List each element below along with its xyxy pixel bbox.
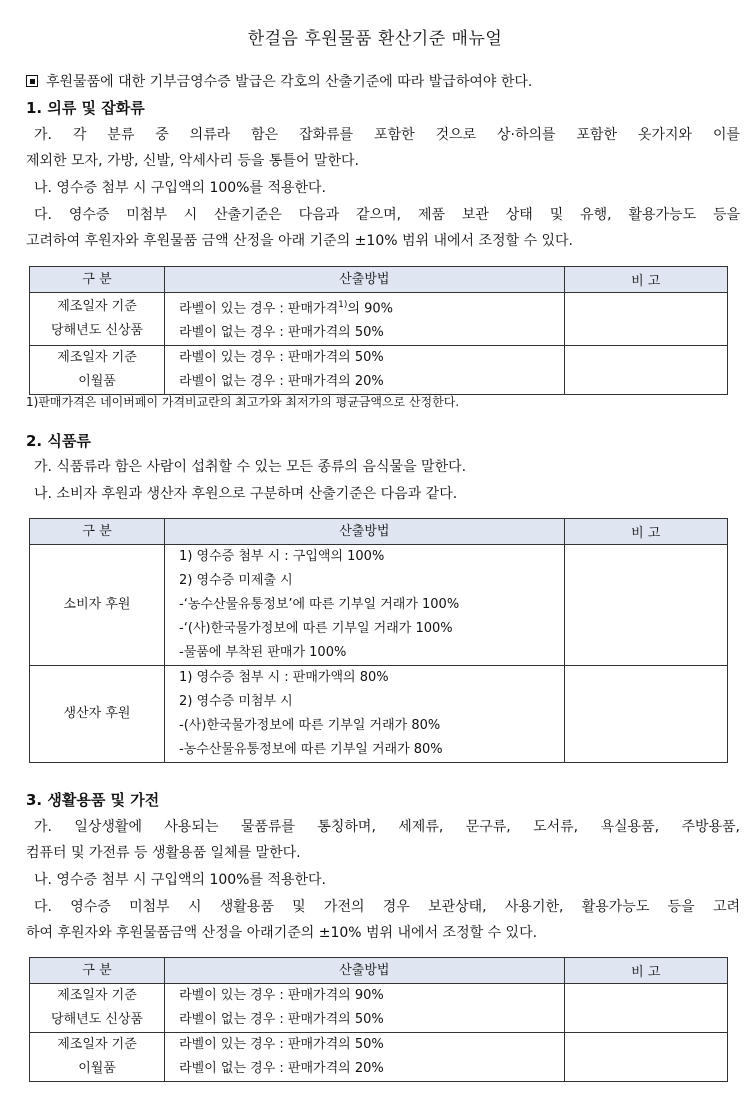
category-line: 당해년도 신상품 — [51, 1012, 144, 1027]
sec1-ga-line1: 가. 각 분류 중 의류라 함은 잡화류를 포함한 것으로 상·하의를 포함한 옷가지와 이를 — [34, 127, 740, 143]
sec2-ga: 가. 식품류라 함은 사람이 섭취할 수 있는 모든 종류의 음식물을 말한다. — [34, 459, 467, 475]
category-line: 제조일자 기준 — [57, 988, 137, 1003]
method-text: 라벨이 있는 경우 : 판매가격 — [179, 301, 339, 317]
method-line: 2) 영수증 미제출 시 — [179, 573, 293, 588]
sec1-ga-line2: 제외한 모자, 가방, 신발, 악세사리 등을 통틀어 말한다. — [26, 153, 359, 169]
table-row — [30, 1033, 728, 1082]
row-category — [30, 984, 165, 1033]
method-line: 라벨이 있는 경우 : 판매가격의 90% — [179, 988, 384, 1003]
section-1-heading: 1. 의류 및 잡화류 — [26, 99, 145, 117]
footnote: 1)판매가격은 네이버페이 가격비교란의 최고가와 최저가의 평균금액으로 산정한다. — [26, 395, 460, 409]
row-method — [165, 293, 564, 346]
category-line: 제조일자 기준 — [57, 1037, 137, 1052]
intro-line — [26, 73, 732, 91]
row-category: 소비자 후원 — [30, 545, 165, 666]
method-text: 의 90% — [347, 301, 393, 317]
sec2-table — [29, 518, 728, 763]
method-line: -(사)한국물가정보에 따른 기부일 거래가 80% — [179, 718, 441, 733]
row-category: 생산자 후원 — [30, 666, 165, 763]
sec1-da-line2: 고려하여 후원자와 후원물품 금액 산정을 아래 기준의 ±10% 범위 내에서 조정할 수 있다. — [26, 233, 573, 249]
header-remarks: 비 고 — [564, 519, 727, 545]
category-line: 이월품 — [78, 374, 116, 390]
row-remarks — [564, 666, 727, 763]
method-line: 2) 영수증 미첨부 시 — [179, 694, 293, 709]
row-remarks — [564, 346, 727, 395]
header-method: 산출방법 — [165, 958, 564, 984]
category-line: 당해년도 신상품 — [51, 323, 144, 339]
row-remarks — [564, 545, 727, 666]
method-line: 라벨이 없는 경우 : 판매가격의 20% — [179, 374, 384, 390]
method-line: 라벨이 없는 경우 : 판매가격의 20% — [179, 1061, 384, 1076]
square-bullet-icon — [26, 75, 38, 87]
header-method: 산출방법 — [165, 267, 564, 293]
row-category — [30, 1033, 165, 1082]
header-category: 구 분 — [30, 267, 165, 293]
row-category — [30, 346, 165, 395]
section-3-heading: 3. 생활용품 및 가전 — [26, 791, 160, 809]
sec3-da-line2: 하여 후원자와 후원물품금액 산정을 아래기준의 ±10% 범위 내에서 조정할 수 있다. — [26, 925, 538, 941]
sec3-table — [29, 957, 728, 1082]
table-header-row — [30, 267, 728, 293]
row-category — [30, 293, 165, 346]
method-line: -‘농수산물유통정보’에 따른 기부일 거래가 100% — [179, 597, 460, 612]
method-line: -물품에 부착된 판매가 100% — [179, 645, 347, 660]
sec3-ga-line2: 컴퓨터 및 가전류 등 생활용품 일체를 말한다. — [26, 845, 301, 861]
sec3-da-line1: 다. 영수증 미첨부 시 생활용품 및 가전의 경우 보관상태, 사용기한, 활용가능도 등을 고려 — [34, 899, 740, 915]
row-method — [165, 346, 564, 395]
category-line: 이월품 — [78, 1061, 116, 1076]
category-line: 제조일자 기준 — [57, 350, 137, 366]
table-row — [30, 666, 728, 763]
method-line: 라벨이 없는 경우 : 판매가격의 50% — [179, 325, 384, 341]
sec2-na: 나. 소비자 후원과 생산자 후원으로 구분하며 산출기준은 다음과 같다. — [34, 486, 458, 502]
category-line: 제조일자 기준 — [57, 299, 137, 315]
method-line: 1) 영수증 첨부 시 : 구입액의 100% — [179, 549, 385, 564]
method-line — [179, 293, 563, 321]
method-line: -농수산물유통정보에 따른 기부일 거래가 80% — [179, 742, 443, 757]
method-line: 라벨이 없는 경우 : 판매가격의 50% — [179, 1012, 384, 1027]
row-method — [165, 1033, 564, 1082]
header-remarks: 비 고 — [564, 958, 727, 984]
page-title: 한걸음 후원물품 환산기준 매뉴얼 — [247, 29, 503, 49]
row-remarks — [564, 293, 727, 346]
sec1-table — [29, 266, 728, 395]
table-row — [30, 545, 728, 666]
method-line: 라벨이 있는 경우 : 판매가격의 50% — [179, 350, 384, 366]
row-remarks — [564, 984, 727, 1033]
sec1-na: 나. 영수증 첨부 시 구입액의 100%를 적용한다. — [34, 180, 327, 196]
table-header-row — [30, 519, 728, 545]
table-row — [30, 984, 728, 1033]
row-remarks — [564, 1033, 727, 1082]
header-category: 구 분 — [30, 958, 165, 984]
sec3-ga-line1: 가. 일상생활에 사용되는 물품류를 통칭하며, 세제류, 문구류, 도서류, 욕실용품, 주방용품, — [34, 819, 740, 835]
table-row — [30, 293, 728, 346]
intro-text: 후원물품에 대한 기부금영수증 발급은 각호의 산출기준에 따라 발급하여야 한다. — [46, 74, 533, 90]
method-line: -‘(사)한국물가정보에 따른 기부일 거래가 100% — [179, 621, 453, 636]
table-row — [30, 346, 728, 395]
header-remarks: 비 고 — [564, 267, 727, 293]
row-method — [165, 666, 565, 763]
row-method — [165, 984, 564, 1033]
method-line: 1) 영수증 첨부 시 : 판매가액의 80% — [179, 670, 389, 685]
row-method — [165, 545, 565, 666]
sec3-na: 나. 영수증 첨부 시 구입액의 100%를 적용한다. — [34, 872, 327, 888]
method-line: 라벨이 있는 경우 : 판매가격의 50% — [179, 1037, 384, 1052]
header-category: 구 분 — [30, 519, 165, 545]
table-header-row — [30, 958, 728, 984]
header-method: 산출방법 — [165, 519, 565, 545]
footnote-marker: 1) — [338, 300, 348, 310]
section-2-heading: 2. 식품류 — [26, 432, 91, 450]
sec1-da-line1: 다. 영수증 미첨부 시 산출기준은 다음과 같으며, 제품 보관 상태 및 유행, 활용가능도 등을 — [34, 207, 740, 223]
